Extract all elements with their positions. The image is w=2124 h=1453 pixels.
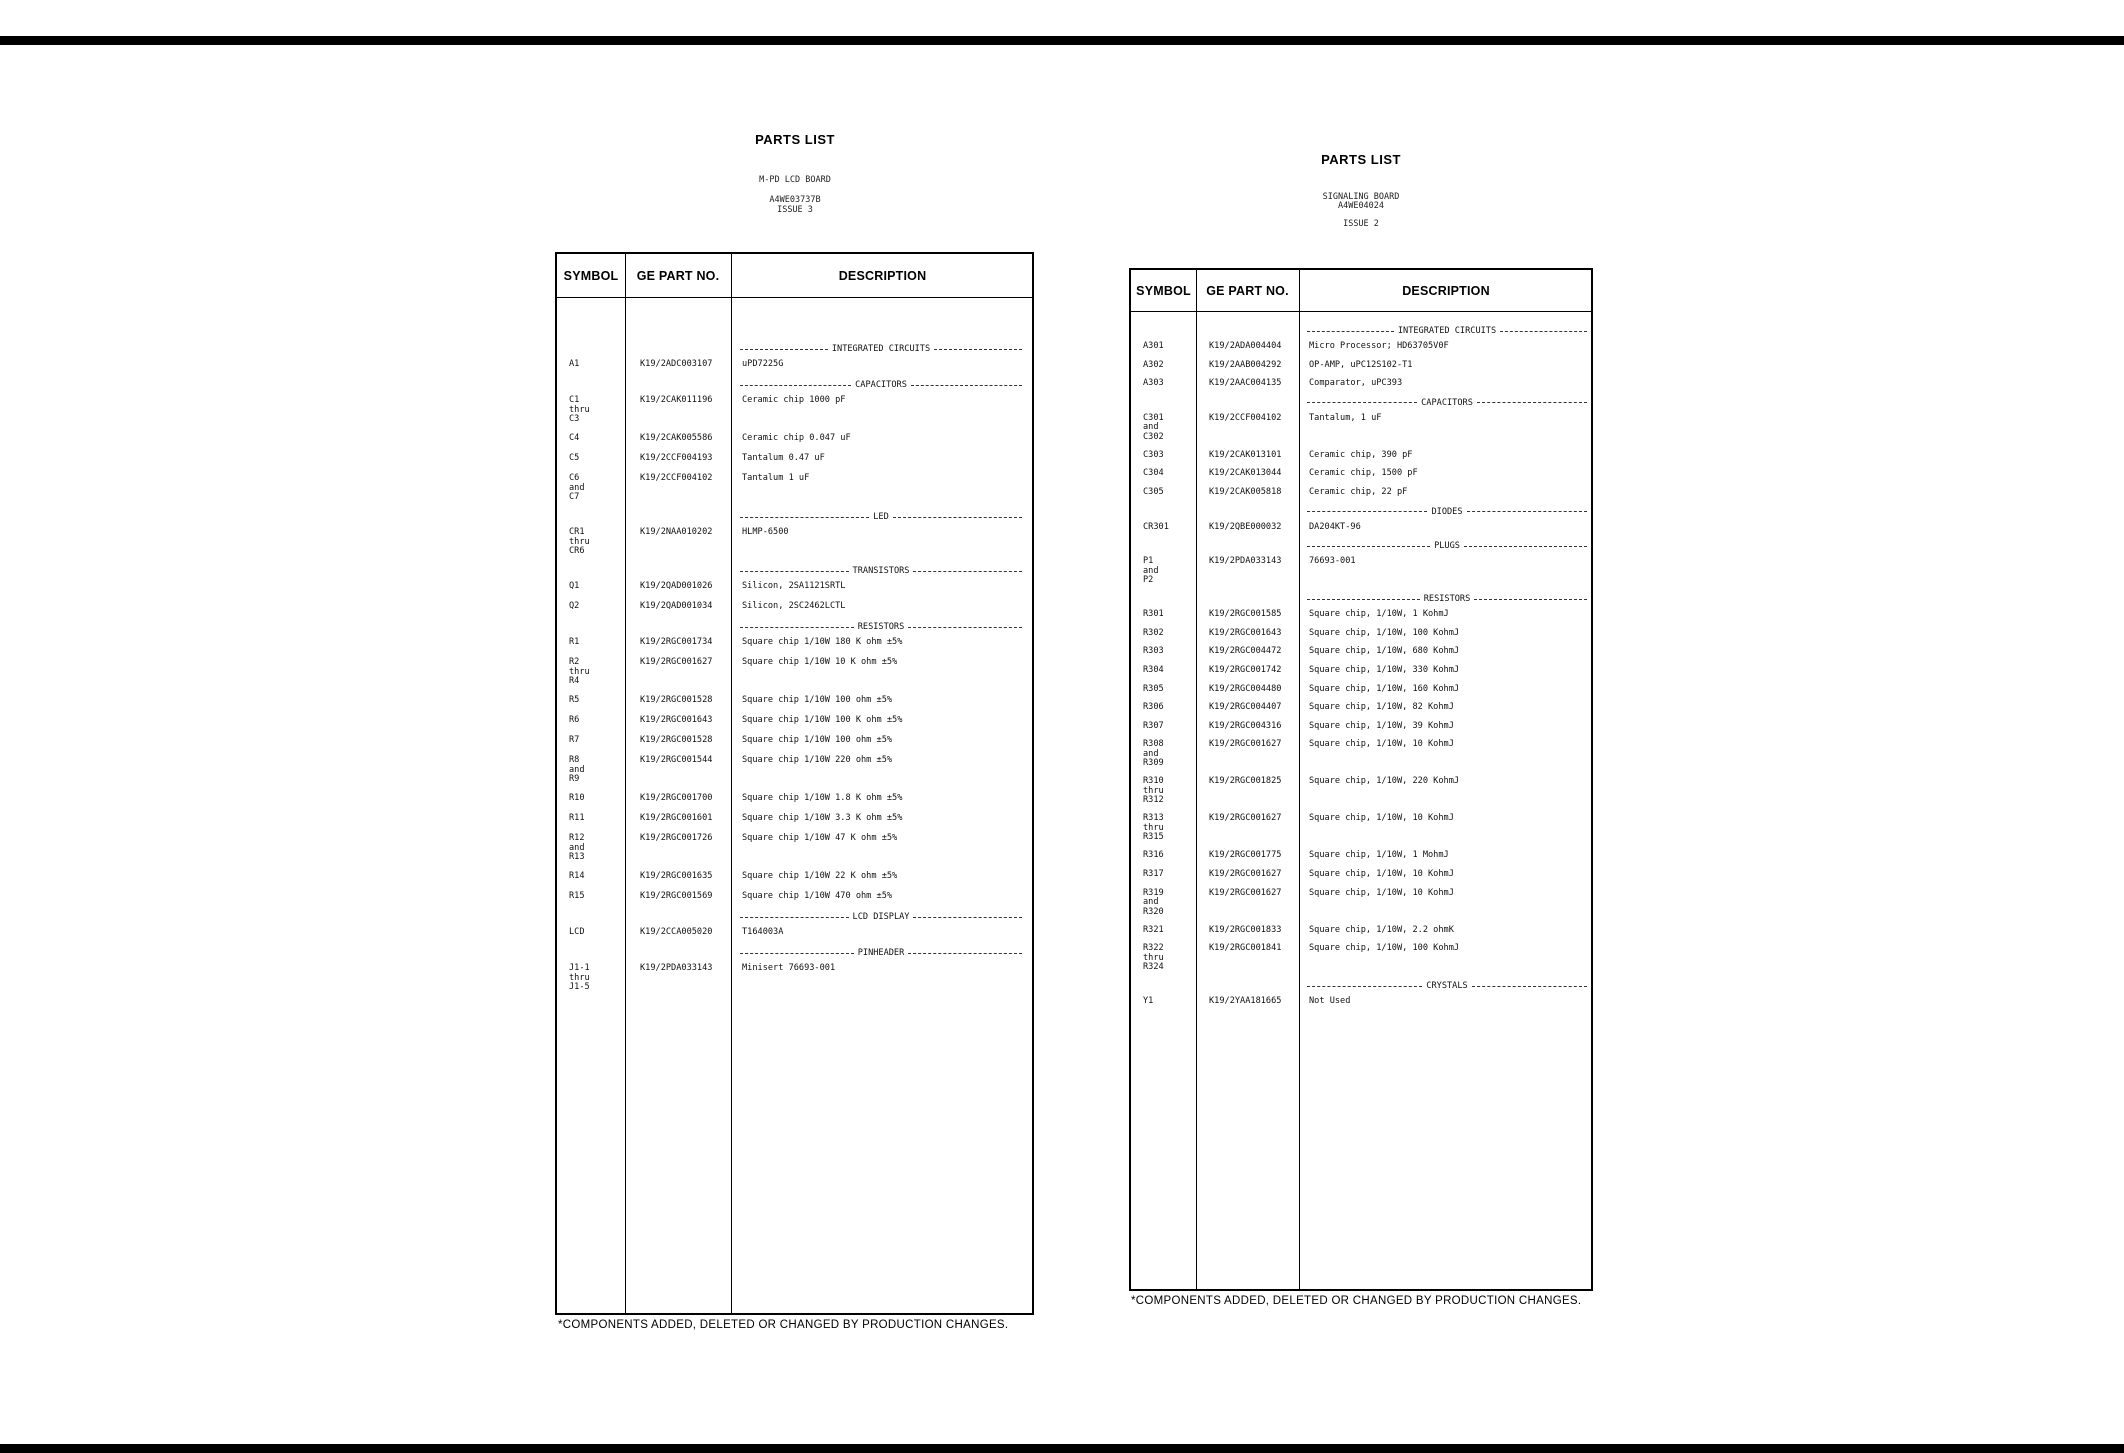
section-label: LCD DISPLAY: [852, 912, 910, 922]
column-header-description: DESCRIPTION: [838, 268, 927, 283]
part-number: K19/2RGC001734: [640, 637, 713, 647]
part-symbol: R317: [1143, 869, 1164, 879]
part-symbol: R304: [1143, 665, 1164, 675]
part-description: Square chip, 1/10W, 100 KohmJ: [1309, 943, 1460, 954]
parts-rows: [1131, 270, 1591, 1289]
part-description: T164003A: [742, 927, 784, 937]
part-number: K19/2CAK013101: [1209, 449, 1282, 460]
part-symbol: R302: [1143, 627, 1164, 638]
part-description: Square chip 1/10W 100 ohm ±5%: [742, 735, 893, 745]
part-symbol: C5: [569, 453, 580, 463]
section-label: CAPACITORS: [1421, 397, 1473, 408]
part-number: K19/2RGC001627: [1209, 739, 1282, 750]
part-description: Square chip 1/10W 47 K ohm ±5%: [742, 833, 898, 843]
part-description: Square chip, 1/10W, 330 KohmJ: [1309, 665, 1460, 675]
part-number: K19/2QBE000032: [1209, 521, 1282, 532]
part-number: K19/2ADC003107: [640, 359, 713, 369]
part-description: 76693-001: [1309, 556, 1356, 567]
part-number: K19/2RGC001700: [640, 793, 713, 803]
part-symbol: R301: [1143, 609, 1164, 620]
part-description: Square chip 1/10W 1.8 K ohm ±5%: [742, 793, 903, 803]
part-description: Square chip 1/10W 470 ohm ±5%: [742, 891, 893, 901]
column-header-symbol: SYMBOL: [1136, 283, 1191, 298]
part-symbol: CR301: [1143, 521, 1169, 532]
part-description: Silicon, 2SA1121SRTL: [742, 581, 846, 591]
part-number: K19/2RGC001841: [1209, 943, 1282, 954]
part-symbol: R2 thru R4: [569, 657, 590, 686]
part-description: Square chip 1/10W 22 K ohm ±5%: [742, 871, 898, 881]
section-heading: [1307, 981, 1587, 991]
part-symbol: R14: [569, 871, 585, 881]
part-description: Square chip 1/10W 3.3 K ohm ±5%: [742, 813, 903, 823]
part-symbol: Q2: [569, 601, 580, 611]
part-description: Square chip 1/10W 100 ohm ±5%: [742, 695, 893, 705]
part-description: Ceramic chip, 390 pF: [1309, 449, 1413, 460]
column-header-part-no: GE PART NO.: [636, 268, 720, 283]
section-heading: [1307, 541, 1587, 551]
section-label: CAPACITORS: [855, 380, 907, 390]
part-number: K19/2RGC004407: [1209, 702, 1282, 713]
part-symbol: R5: [569, 695, 580, 705]
part-number: K19/2RGC001627: [1209, 869, 1282, 879]
part-description: Not Used: [1309, 996, 1351, 1007]
part-number: K19/2RGC004316: [1209, 720, 1282, 731]
part-description: OP-AMP, uPC12S102-T1: [1309, 359, 1413, 370]
part-description: Square chip, 1/10W, 2.2 ohmK: [1309, 924, 1454, 935]
part-symbol: R10: [569, 793, 585, 803]
part-description: HLMP-6500: [742, 527, 789, 537]
part-description: Square chip 1/10W 220 ohm ±5%: [742, 755, 893, 765]
part-symbol: Q1: [569, 581, 580, 591]
part-description: Ceramic chip 0.047 uF: [742, 433, 851, 443]
part-number: K19/2RGC001569: [640, 891, 713, 901]
part-number: K19/2YAA181665: [1209, 996, 1282, 1007]
section-label: TRANSISTORS: [852, 566, 910, 576]
part-description: DA204KT-96: [1309, 521, 1361, 532]
part-description: Square chip, 1/10W, 1 MohmJ: [1309, 850, 1449, 861]
part-number: K19/2NAA010202: [640, 527, 713, 537]
part-symbol: C301 and C302: [1143, 412, 1164, 442]
board-issue: ISSUE 3: [777, 205, 813, 215]
section-label: RESISTORS: [1423, 594, 1471, 605]
part-symbol: P1 and P2: [1143, 556, 1159, 586]
section-heading: [1307, 326, 1587, 336]
part-number: K19/2CCA005020: [640, 927, 713, 937]
part-description: Minisert 76693-001: [742, 963, 836, 973]
part-symbol: R313 thru R315: [1143, 813, 1164, 843]
part-number: K19/2CCF004193: [640, 453, 713, 463]
part-description: Square chip, 1/10W, 10 KohmJ: [1309, 813, 1454, 824]
part-symbol: R8 and R9: [569, 755, 585, 784]
section-label: PLUGS: [1434, 541, 1460, 552]
part-number: K19/2CAK011196: [640, 395, 713, 405]
section-heading: [1307, 398, 1587, 408]
part-symbol: R322 thru R324: [1143, 943, 1164, 973]
board-number: A4WE04024: [1337, 201, 1385, 211]
part-number: K19/2RGC001775: [1209, 850, 1282, 861]
part-symbol: R319 and R320: [1143, 887, 1164, 917]
part-symbol: C303: [1143, 449, 1164, 460]
part-number: K19/2RGC001544: [640, 755, 713, 765]
section-label: PINHEADER: [857, 948, 905, 958]
part-description: uPD7225G: [742, 359, 784, 369]
part-description: Square chip, 1/10W, 1 KohmJ: [1309, 609, 1449, 620]
part-description: Ceramic chip, 22 pF: [1309, 487, 1408, 497]
part-symbol: R12 and R13: [569, 833, 585, 862]
part-symbol: R308 and R309: [1143, 739, 1164, 769]
part-symbol: R306: [1143, 702, 1164, 713]
part-description: Square chip, 1/10W, 220 KohmJ: [1309, 776, 1460, 787]
part-number: K19/2AAC004135: [1209, 378, 1282, 389]
column-header-description: DESCRIPTION: [1402, 283, 1490, 298]
part-number: K19/2RGC001643: [640, 715, 713, 725]
part-number: K19/2ADA004404: [1209, 341, 1282, 351]
board-number: A4WE03737B: [769, 195, 821, 205]
part-symbol: R307: [1143, 720, 1164, 731]
part-number: K19/2AAB004292: [1209, 359, 1282, 370]
column-header-symbol: SYMBOL: [563, 268, 619, 283]
part-number: K19/2RGC001585: [1209, 609, 1282, 620]
part-number: K19/2RGC004472: [1209, 646, 1282, 657]
part-number: K19/2QAD001026: [640, 581, 713, 591]
part-number: K19/2PDA033143: [640, 963, 713, 973]
part-description: Square chip, 1/10W, 10 KohmJ: [1309, 739, 1454, 750]
part-description: Square chip 1/10W 100 K ohm ±5%: [742, 715, 903, 725]
part-symbol: R310 thru R312: [1143, 776, 1164, 806]
parts-list-title: PARTS LIST: [1321, 152, 1401, 167]
column-header-part-no: GE PART NO.: [1206, 283, 1289, 298]
section-heading: [1307, 507, 1587, 517]
board-issue: ISSUE 2: [1343, 219, 1379, 229]
part-symbol: J1-1 thru J1-5: [569, 963, 590, 992]
part-symbol: LCD: [569, 927, 585, 937]
part-number: K19/2CAK005586: [640, 433, 713, 443]
part-description: Square chip, 1/10W, 39 KohmJ: [1309, 720, 1454, 731]
part-number: K19/2RGC001528: [640, 735, 713, 745]
part-number: K19/2RGC001601: [640, 813, 713, 823]
part-symbol: R1: [569, 637, 580, 647]
part-number: K19/2RGC001635: [640, 871, 713, 881]
footnote: *COMPONENTS ADDED, DELETED OR CHANGED BY PRODUCTION CHANGES.: [558, 1319, 1009, 1331]
part-symbol: C6 and C7: [569, 473, 585, 502]
part-number: K19/2RGC001742: [1209, 665, 1282, 675]
part-symbol: A302: [1143, 359, 1164, 370]
part-description: Square chip, 1/10W, 680 KohmJ: [1309, 646, 1460, 657]
part-symbol: CR1 thru CR6: [569, 527, 590, 556]
part-number: K19/2CCF004102: [1209, 412, 1282, 423]
part-number: K19/2RGC001627: [1209, 887, 1282, 898]
part-description: Silicon, 2SC2462LCTL: [742, 601, 846, 611]
part-number: K19/2RGC001627: [1209, 813, 1282, 824]
part-number: K19/2RGC001825: [1209, 776, 1282, 787]
part-symbol: Y1: [1143, 996, 1154, 1007]
part-description: Square chip, 1/10W, 100 KohmJ: [1309, 627, 1460, 638]
part-description: Square chip, 1/10W, 10 KohmJ: [1309, 887, 1454, 898]
part-description: Comparator, uPC393: [1309, 378, 1403, 389]
part-number: K19/2CCF004102: [640, 473, 713, 483]
part-description: Square chip, 1/10W, 82 KohmJ: [1309, 702, 1454, 713]
part-number: K19/2RGC001643: [1209, 627, 1282, 638]
section-label: CRYSTALS: [1426, 981, 1468, 992]
part-symbol: R7: [569, 735, 580, 745]
parts-table: [1129, 268, 1593, 1291]
part-description: Ceramic chip 1000 pF: [742, 395, 846, 405]
part-symbol: R321: [1143, 924, 1164, 935]
part-description: Square chip 1/10W 10 K ohm ±5%: [742, 657, 898, 667]
section-label: DIODES: [1431, 506, 1463, 517]
part-description: Tantalum 1 uF: [742, 473, 810, 483]
part-symbol: C304: [1143, 468, 1164, 479]
part-symbol: R316: [1143, 850, 1164, 861]
part-symbol: A1: [569, 359, 580, 369]
part-symbol: R303: [1143, 646, 1164, 657]
section-heading: [1307, 594, 1587, 604]
part-symbol: R11: [569, 813, 585, 823]
part-number: K19/2RGC001833: [1209, 924, 1282, 935]
part-symbol: C305: [1143, 487, 1164, 497]
part-symbol: R15: [569, 891, 585, 901]
part-description: Ceramic chip, 1500 pF: [1309, 468, 1418, 479]
part-description: Square chip, 1/10W, 160 KohmJ: [1309, 683, 1460, 694]
part-symbol: C1 thru C3: [569, 395, 590, 424]
section-label: LED: [873, 512, 889, 522]
part-symbol: C4: [569, 433, 580, 443]
section-label: INTEGRATED CIRCUITS: [1397, 326, 1497, 336]
part-symbol: R6: [569, 715, 580, 725]
parts-list-title: PARTS LIST: [755, 132, 835, 147]
board-name: SIGNALING BOARD: [1322, 192, 1400, 202]
part-number: K19/2RGC001528: [640, 695, 713, 705]
part-number: K19/2RGC004480: [1209, 683, 1282, 694]
part-symbol: A301: [1143, 341, 1164, 351]
part-description: Micro Processor; HD63705V0F: [1309, 341, 1449, 351]
part-number: K19/2RGC001627: [640, 657, 713, 667]
part-symbol: R305: [1143, 683, 1164, 694]
part-description: Square chip, 1/10W, 10 KohmJ: [1309, 869, 1454, 879]
section-label: RESISTORS: [857, 622, 905, 632]
footnote: *COMPONENTS ADDED, DELETED OR CHANGED BY PRODUCTION CHANGES.: [1131, 1295, 1582, 1307]
part-number: K19/2CAK013044: [1209, 468, 1282, 479]
part-description: Square chip 1/10W 180 K ohm ±5%: [742, 637, 903, 647]
section-label: INTEGRATED CIRCUITS: [831, 344, 931, 354]
board-name: M-PD LCD BOARD: [759, 175, 831, 185]
part-number: K19/2RGC001726: [640, 833, 713, 843]
part-number: K19/2QAD001034: [640, 601, 713, 611]
part-symbol: A303: [1143, 378, 1164, 389]
part-number: K19/2CAK005818: [1209, 487, 1282, 497]
part-description: Tantalum 0.47 uF: [742, 453, 825, 463]
part-number: K19/2PDA033143: [1209, 556, 1282, 567]
part-description: Tantalum, 1 uF: [1309, 412, 1382, 423]
